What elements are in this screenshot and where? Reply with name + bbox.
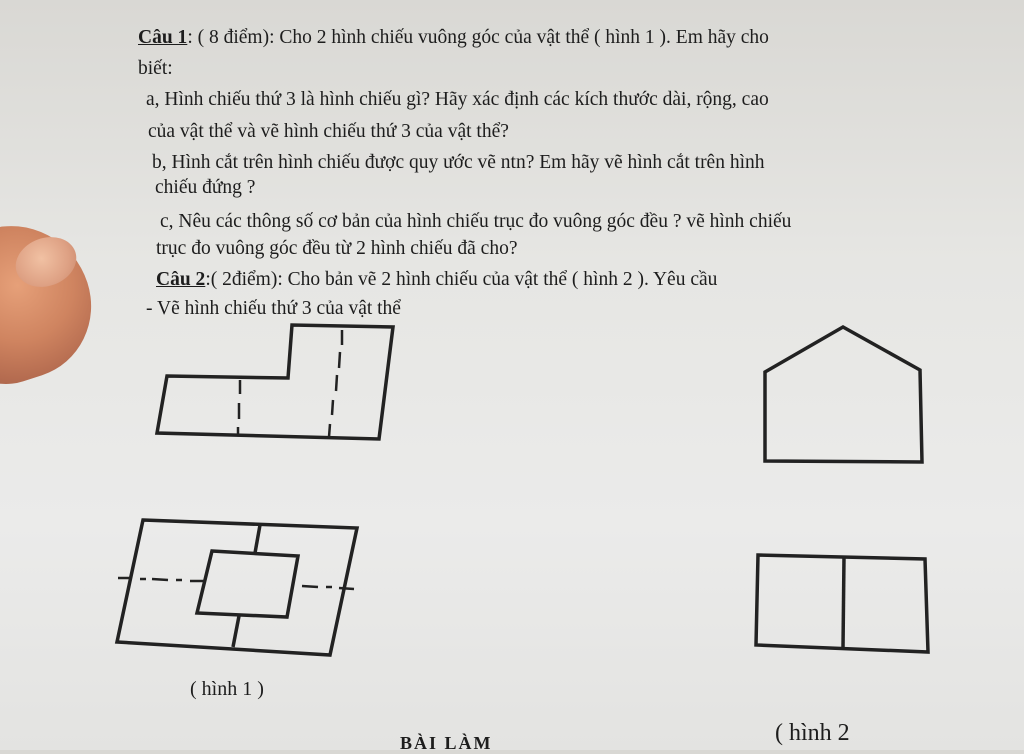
question1-b-line2: chiếu đứng ?: [155, 177, 256, 198]
question2-line1-text: :( 2điểm): Cho bản vẽ 2 hình chiếu của vật thể ( hình 2 ). Yêu cầu: [205, 269, 718, 290]
answer-section-title: BÀI LÀM: [400, 733, 493, 753]
question1-line1-text: : ( 8 điểm): Cho 2 hình chiếu vuông góc của vật thể ( hình 1 ). Em hãy cho: [187, 27, 769, 48]
question1-a-line2: của vật thể và vẽ hình chiếu thứ 3 của vật thể?: [148, 121, 509, 142]
figure2-front-view: [765, 327, 922, 462]
question1-line2: biết:: [138, 58, 173, 79]
figure2-caption: ( hình 2: [775, 720, 850, 746]
figure2-top-view: [756, 555, 928, 652]
question1-c-line1: c, Nêu các thông số cơ bản của hình chiếu trục đo vuông góc đều ? vẽ hình chiếu: [160, 211, 792, 232]
question1-b-line1: b, Hình cắt trên hình chiếu được quy ước vẽ ntn? Em hãy vẽ hình cắt trên hình: [152, 152, 765, 173]
question1-a-line1: a, Hình chiếu thứ 3 là hình chiếu gì? Hãy xác định các kích thước dài, rộng, cao: [146, 89, 769, 110]
question2-line2: - Vẽ hình chiếu thứ 3 của vật thể: [146, 298, 401, 319]
top-view-centerline: [118, 578, 354, 589]
figure1-caption: ( hình 1 ): [190, 678, 264, 700]
question2-label: Câu 2: [156, 269, 206, 290]
question1-c-line2: trục đo vuông góc đều từ 2 hình chiếu đã cho?: [156, 238, 518, 259]
figure1-top-view: [117, 520, 357, 655]
question1-label: Câu 1: [138, 27, 188, 48]
figure1-front-view: [157, 325, 393, 439]
